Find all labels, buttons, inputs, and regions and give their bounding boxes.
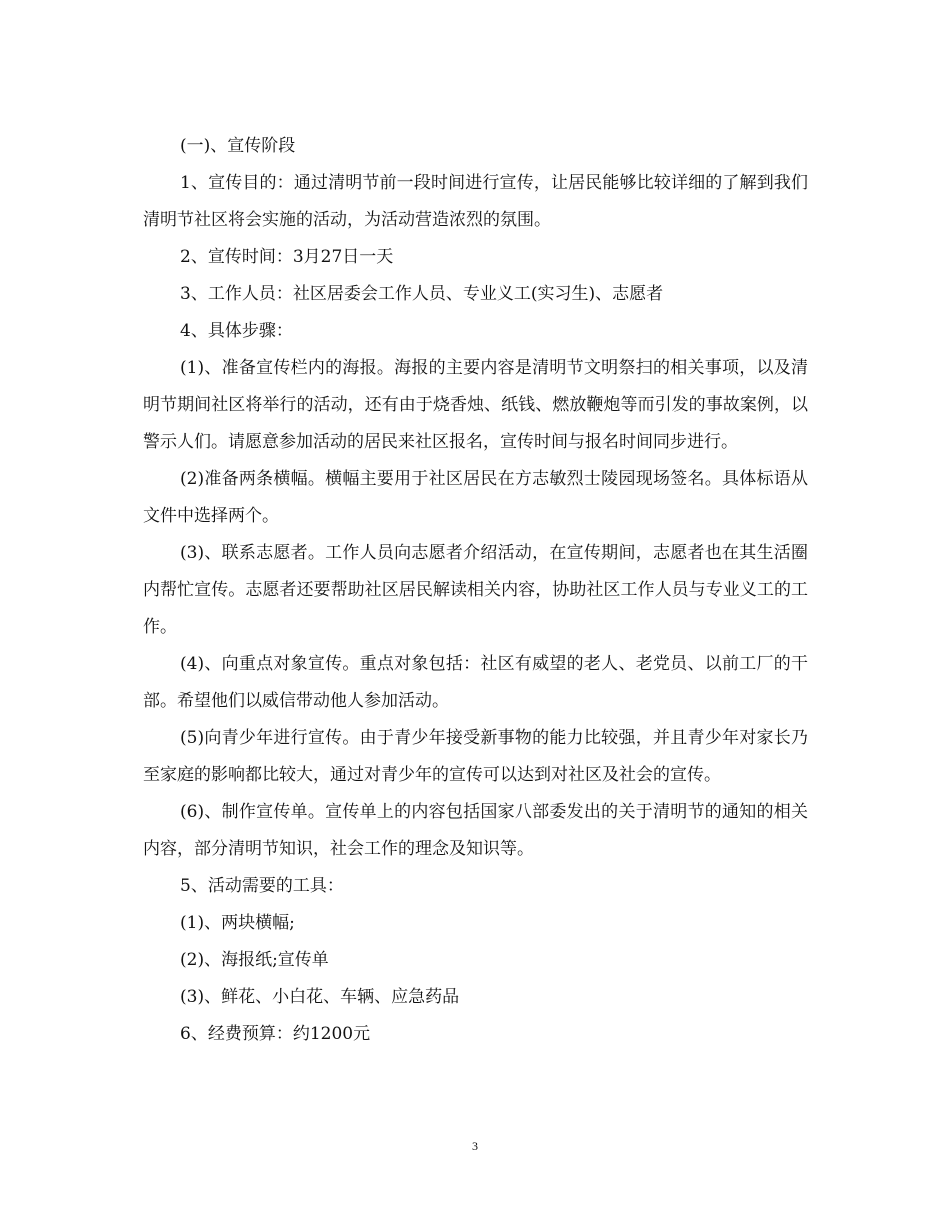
paragraph-step-6: (6)、制作宣传单。宣传单上的内容包括国家八部委发出的关于清明节的通知的相关内容，部分清明节知识，社会工作的理念及知识等。: [143, 802, 808, 859]
paragraph-step-2: (2)准备两条横幅。横幅主要用于社区居民在方志敏烈士陵园现场签名。具体标语从文件中选择两个。: [143, 469, 808, 526]
paragraph-budget: 6、经费预算：约1200元: [180, 1024, 371, 1044]
paragraph-step-1: (1)、准备宣传栏内的海报。海报的主要内容是清明节文明祭扫的相关事项，以及清明节期间社区将举行的活动，还有由于烧香烛、纸钱、燃放鞭炮等而引发的事故案例，以警示人们。请愿意参加活动的居民来社区报名，宣传时间与报名时间同步进行。: [143, 358, 808, 452]
paragraph-steps-heading: 4、具体步骤：: [180, 321, 293, 341]
paragraph-step-5: (5)向青少年进行宣传。由于青少年接受新事物的能力比较强，并且青少年对家长乃至家庭的影响都比较大，通过对青少年的宣传可以达到对社区及社会的宣传。: [143, 728, 808, 785]
page-number: 3: [472, 1139, 478, 1153]
paragraph-tool-1: (1)、两块横幅;: [180, 913, 295, 933]
document-body: [143, 128, 808, 1053]
paragraph-step-4: (4)、向重点对象宣传。重点对象包括：社区有威望的老人、老党员、以前工厂的干部。希望他们以威信带动他人参加活动。: [143, 654, 808, 711]
paragraph-tools-heading: 5、活动需要的工具：: [180, 876, 344, 896]
paragraph-tool-2: (2)、海报纸;宣传单: [180, 950, 329, 970]
paragraph-staff: 3、工作人员：社区居委会工作人员、专业义工(实习生)、志愿者: [180, 284, 664, 304]
paragraph-purpose: 1、宣传目的：通过清明节前一段时间进行宣传，让居民能够比较详细的了解到我们清明节社区将会实施的活动，为活动营造浓烈的氛围。: [143, 173, 808, 230]
paragraph-time: 2、宣传时间：3月27日一天: [180, 247, 394, 267]
paragraph-step-3: (3)、联系志愿者。工作人员向志愿者介绍活动，在宣传期间，志愿者也在其生活圈内帮忙宣传。志愿者还要帮助社区居民解读相关内容，协助社区工作人员与专业义工的工作。: [143, 543, 808, 637]
paragraph-tool-3: (3)、鲜花、小白花、车辆、应急药品: [180, 987, 460, 1007]
section-heading: (一)、宣传阶段: [180, 136, 296, 156]
